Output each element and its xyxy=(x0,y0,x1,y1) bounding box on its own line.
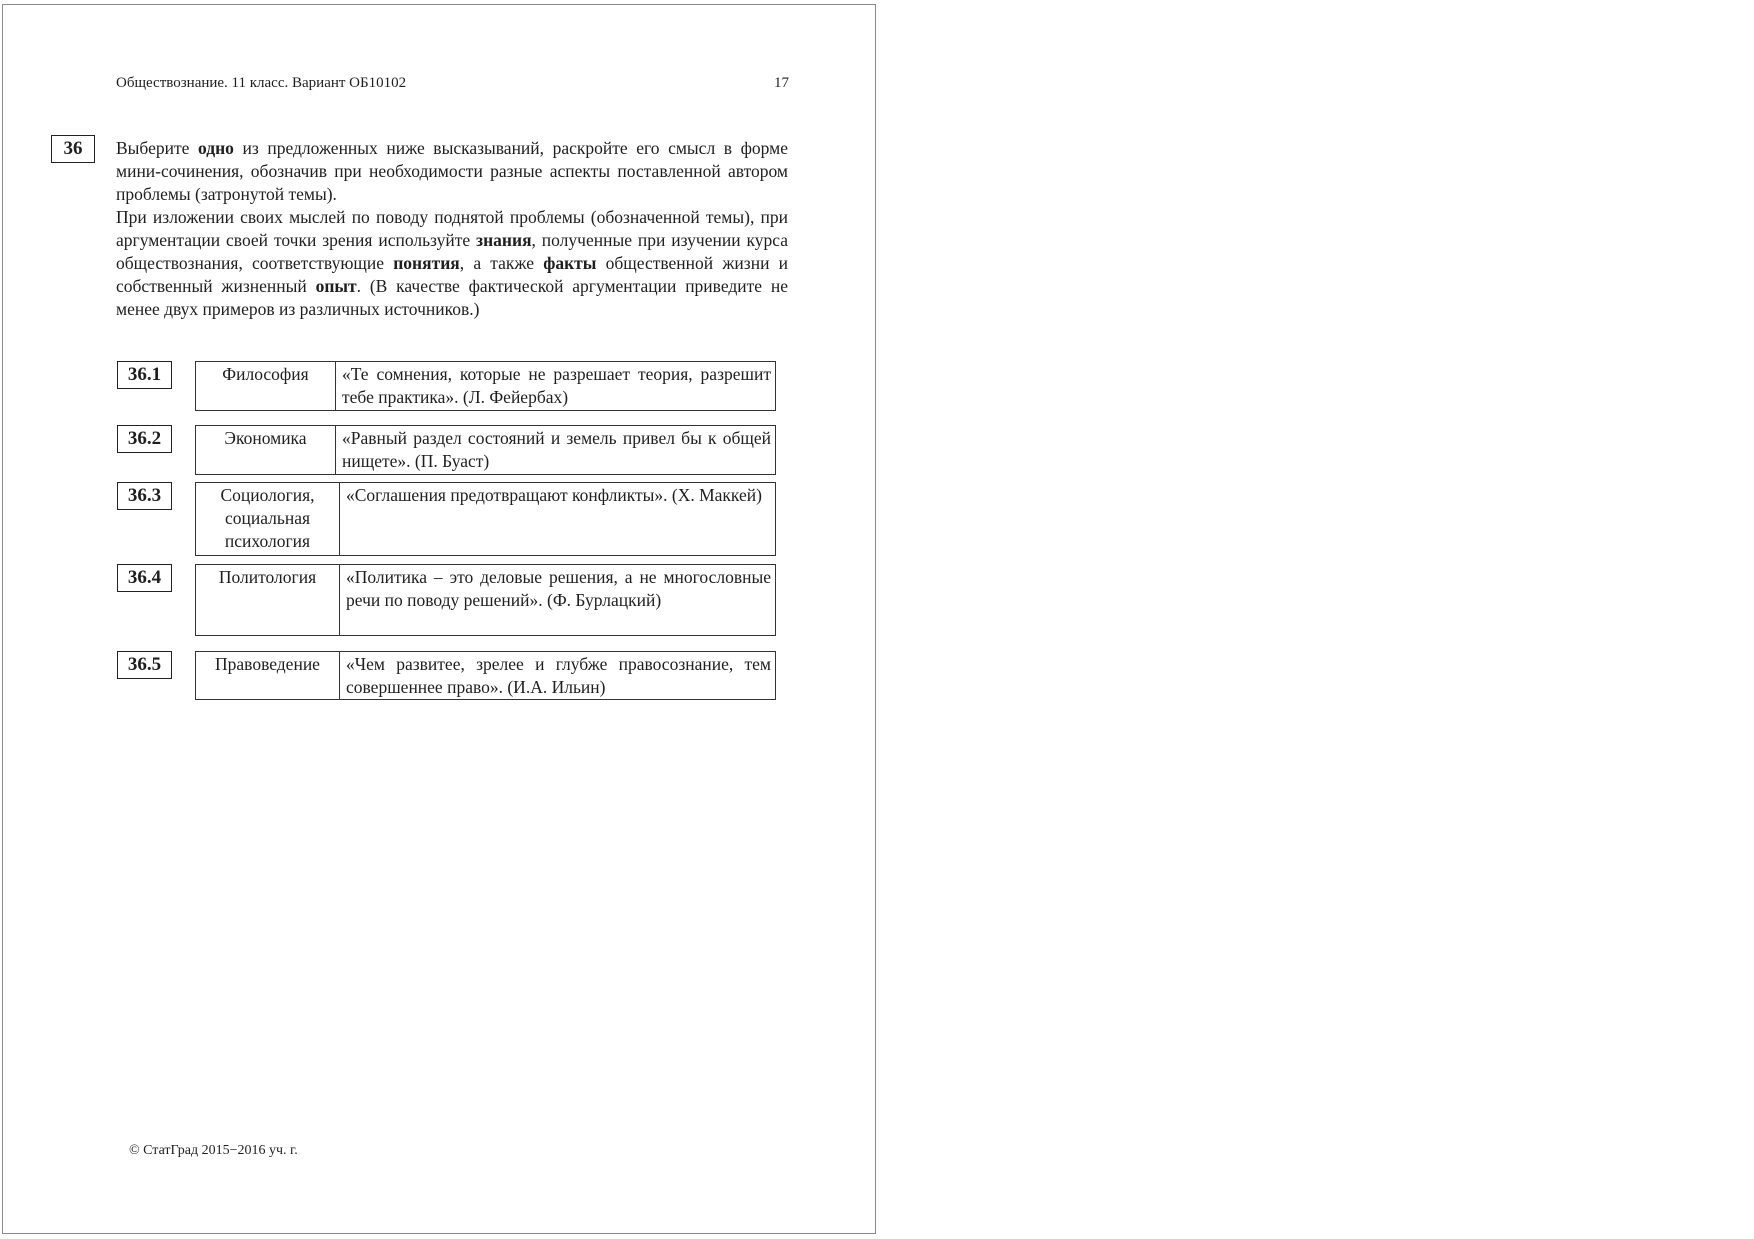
option-number-36-1: 36.1 xyxy=(117,361,172,389)
option-row-36-2 xyxy=(195,425,776,475)
option-number-36-2: 36.2 xyxy=(117,425,172,453)
option-subject: Экономика xyxy=(196,426,336,474)
option-subject: Философия xyxy=(196,362,336,410)
task-paragraph-2: При изложении своих мыслей по поводу поднятой проблемы (обозначенной темы), при аргументации своей точки зрения используйте знания, полученные при изучении курса обществознания, соответствующие понятия, а также факты общественной жизни и собственный жизненный опыт. (В качестве фактической аргументации приведите не менее двух примеров из различных источников.) xyxy=(116,207,788,319)
option-number-36-5: 36.5 xyxy=(117,651,172,679)
option-number-36-4: 36.4 xyxy=(117,564,172,592)
document-page xyxy=(2,4,876,1234)
option-subject: Социология, социальная психология xyxy=(196,483,340,555)
option-row-36-1 xyxy=(195,361,776,411)
option-row-36-4 xyxy=(195,564,776,636)
option-quote: «Политика – это деловые решения, а не многословные речи по поводу решений». (Ф. Бурлацкий) xyxy=(346,567,771,610)
task-number: 36 xyxy=(51,135,95,163)
page-number: 17 xyxy=(774,75,789,91)
task-paragraph-1: Выберите одно из предложенных ниже высказываний, раскройте его смысл в форме мини-сочинения, обозначив при необходимости разные аспекты поставленной автором проблемы (затронутой темы). xyxy=(116,138,788,204)
option-number-36-3: 36.3 xyxy=(117,482,172,510)
option-subject: Правоведение xyxy=(196,652,340,699)
option-quote: «Чем развитее, зрелее и глубже правосознание, тем совершеннее право». (И.А. Ильин) xyxy=(346,654,771,697)
task-instructions xyxy=(116,137,788,321)
option-quote: «Равный раздел состояний и земель привел бы к общей нищете». (П. Буаст) xyxy=(342,428,771,471)
footer-copyright: © СтатГрад 2015−2016 уч. г. xyxy=(129,1143,298,1158)
option-row-36-5 xyxy=(195,651,776,700)
option-subject: Политология xyxy=(196,565,340,635)
option-quote: «Те сомнения, которые не разрешает теория, разрешит тебе практика». (Л. Фейербах) xyxy=(342,364,771,407)
option-quote: «Соглашения предотвращают конфликты». (Х. Маккей) xyxy=(346,485,762,505)
header-title: Обществознание. 11 класс. Вариант ОБ10102 xyxy=(116,75,407,91)
option-row-36-3 xyxy=(195,482,776,556)
